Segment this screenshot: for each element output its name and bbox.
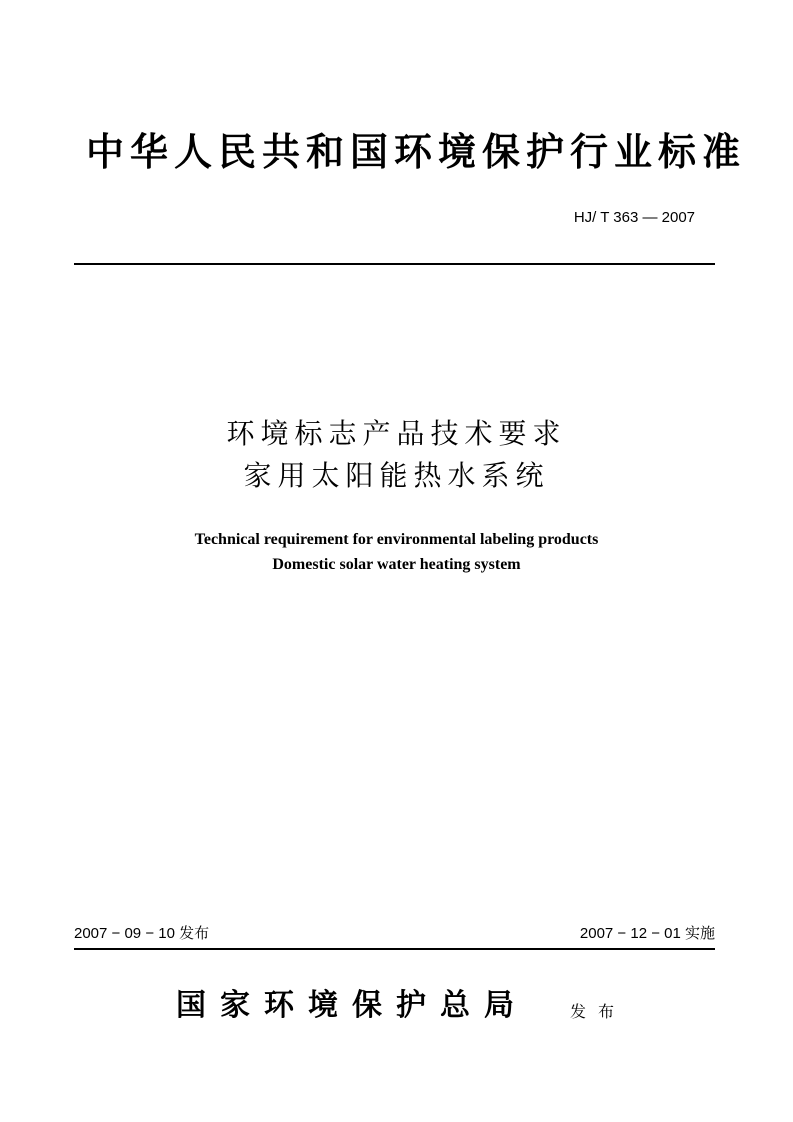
header-divider	[74, 263, 715, 265]
issued-label: 发布	[570, 1002, 627, 1021]
implementation-date: 2007 − 12 − 01 实施	[579, 925, 715, 942]
chinese-title-line-2: 家用太阳能热水系统	[243, 459, 550, 492]
standard-code: HJ/ T 363 — 2007	[573, 209, 695, 226]
issuing-agency: 国家环境保护总局	[176, 988, 528, 1023]
issue-date: 2007 − 09 − 10 发布	[74, 925, 210, 942]
standard-category-title: 中华人民共和国环境保护行业标准	[86, 129, 747, 174]
footer-divider	[74, 948, 715, 950]
english-title-line-2: Domestic solar water heating system	[272, 556, 521, 573]
chinese-title-line-1: 环境标志产品技术要求	[226, 417, 567, 450]
english-title-line-1: Technical requirement for environmental labeling products	[194, 531, 599, 548]
